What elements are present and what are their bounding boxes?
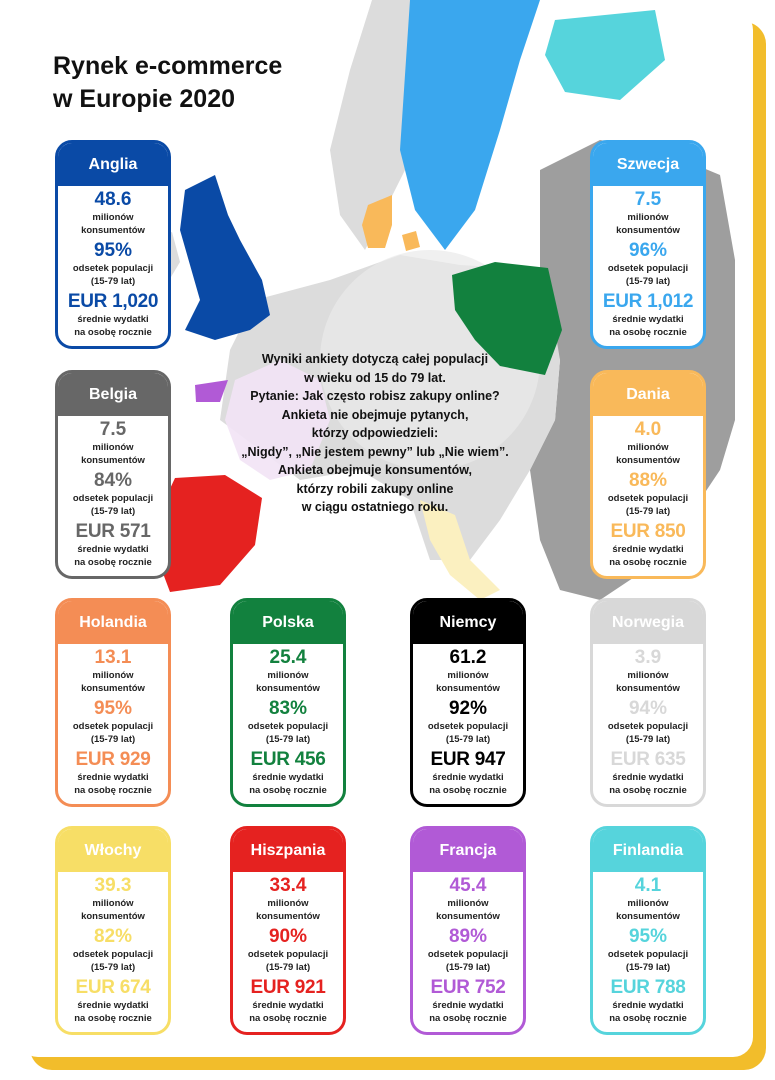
country-card-1 [590, 140, 706, 349]
country-card-7 [590, 598, 706, 807]
country-card-2 [55, 370, 171, 579]
spend-label: średnie wydatki na osobę rocznie [249, 1000, 327, 1024]
country-name: Anglia [58, 143, 168, 186]
consumers-value: 48.6 [94, 189, 132, 210]
share-value: 88% [628, 470, 668, 491]
survey-note [205, 350, 545, 517]
consumers-value: 4.1 [634, 875, 662, 896]
spend-label: średnie wydatki na osobę rocznie [74, 1000, 152, 1024]
page-title [53, 50, 373, 116]
card-stats [233, 644, 343, 797]
consumers-label: milionów konsumentów [436, 898, 500, 922]
consumers-value: 25.4 [269, 647, 307, 668]
country-name: Holandia [58, 601, 168, 644]
spend-label: średnie wydatki na osobę rocznie [429, 772, 507, 796]
country-name: Polska [233, 601, 343, 644]
share-label: odsetek populacji (15-79 lat) [247, 721, 329, 745]
card-stats [58, 416, 168, 569]
country-name: Niemcy [413, 601, 523, 644]
spend-value: EUR 929 [75, 749, 151, 770]
spend-value: EUR 850 [610, 521, 686, 542]
country-card-6 [410, 598, 526, 807]
title-line-1: Rynek e-commerce [53, 52, 283, 80]
card-stats [593, 872, 703, 1025]
spend-value: EUR 571 [75, 521, 151, 542]
card-stats [58, 644, 168, 797]
consumers-value: 3.9 [634, 647, 662, 668]
share-value: 95% [93, 240, 133, 261]
consumers-value: 39.3 [94, 875, 132, 896]
share-label: odsetek populacji (15-79 lat) [247, 949, 329, 973]
consumers-label: milionów konsumentów [81, 442, 145, 466]
note-line: w ciągu ostatniego roku. [301, 500, 449, 514]
share-label: odsetek populacji (15-79 lat) [427, 721, 509, 745]
share-value: 84% [93, 470, 133, 491]
spend-label: średnie wydatki na osobę rocznie [74, 772, 152, 796]
consumers-label: milionów konsumentów [616, 442, 680, 466]
consumers-value: 7.5 [634, 189, 662, 210]
spend-value: EUR 752 [430, 977, 506, 998]
card-stats [233, 872, 343, 1025]
note-line: Ankieta obejmuje konsumentów, [277, 463, 472, 477]
share-label: odsetek populacji (15-79 lat) [427, 949, 509, 973]
country-name: Belgia [58, 373, 168, 416]
note-line: Ankieta nie obejmuje pytanych, [281, 407, 469, 422]
spend-label: średnie wydatki na osobę rocznie [609, 772, 687, 796]
share-label: odsetek populacji (15-79 lat) [607, 949, 689, 973]
spend-label: średnie wydatki na osobę rocznie [609, 544, 687, 568]
country-name: Hiszpania [233, 829, 343, 872]
share-value: 95% [628, 926, 668, 947]
consumers-value: 33.4 [269, 875, 307, 896]
spend-label: średnie wydatki na osobę rocznie [74, 314, 152, 338]
country-name: Francja [413, 829, 523, 872]
country-name: Norwegia [593, 601, 703, 644]
card-stats [593, 186, 703, 339]
share-value: 83% [268, 698, 308, 719]
map-sweden [400, 0, 540, 250]
country-card-3 [590, 370, 706, 579]
country-name: Finlandia [593, 829, 703, 872]
share-label: odsetek populacji (15-79 lat) [72, 721, 154, 745]
share-value: 94% [628, 698, 668, 719]
spend-value: EUR 674 [75, 977, 151, 998]
share-label: odsetek populacji (15-79 lat) [607, 493, 689, 517]
card-stats [593, 644, 703, 797]
share-value: 90% [268, 926, 308, 947]
spend-value: EUR 921 [250, 977, 326, 998]
note-line: którzy odpowiedzieli: [311, 426, 439, 440]
spend-label: średnie wydatki na osobę rocznie [249, 772, 327, 796]
spend-value: EUR 456 [250, 749, 326, 770]
consumers-value: 4.0 [634, 419, 662, 440]
country-name: Włochy [58, 829, 168, 872]
spend-label: średnie wydatki na osobę rocznie [74, 544, 152, 568]
country-card-0 [55, 140, 171, 349]
share-label: odsetek populacji (15-79 lat) [607, 263, 689, 287]
consumers-label: milionów konsumentów [256, 898, 320, 922]
consumers-label: milionów konsumentów [616, 898, 680, 922]
spend-label: średnie wydatki na osobę rocznie [429, 1000, 507, 1024]
spend-label: średnie wydatki na osobę rocznie [609, 314, 687, 338]
country-card-4 [55, 598, 171, 807]
spend-value: EUR 635 [610, 749, 686, 770]
consumers-value: 61.2 [449, 647, 487, 668]
consumers-label: milionów konsumentów [616, 670, 680, 694]
card-stats [58, 872, 168, 1025]
card-stats [413, 644, 523, 797]
spend-value: EUR 947 [430, 749, 506, 770]
country-card-11 [590, 826, 706, 1035]
share-value: 82% [93, 926, 133, 947]
consumers-value: 7.5 [99, 419, 127, 440]
spend-value: EUR 788 [610, 977, 686, 998]
spend-value: EUR 1,012 [602, 291, 694, 312]
consumers-value: 45.4 [449, 875, 487, 896]
card-stats [58, 186, 168, 339]
card-stats [413, 872, 523, 1025]
note-line: którzy robili zakupy online [296, 481, 454, 496]
share-label: odsetek populacji (15-79 lat) [72, 263, 154, 287]
map-finland [545, 10, 665, 100]
share-label: odsetek populacji (15-79 lat) [72, 493, 154, 517]
title-line-2: w Europie 2020 [53, 85, 236, 113]
spend-label: średnie wydatki na osobę rocznie [609, 1000, 687, 1024]
consumers-label: milionów konsumentów [256, 670, 320, 694]
country-card-8 [55, 826, 171, 1035]
share-value: 92% [448, 698, 488, 719]
map-uk [180, 175, 270, 340]
country-name: Dania [593, 373, 703, 416]
share-label: odsetek populacji (15-79 lat) [607, 721, 689, 745]
consumers-label: milionów konsumentów [436, 670, 500, 694]
country-card-9 [230, 826, 346, 1035]
note-line: Wyniki ankiety dotyczą całej populacji [261, 352, 489, 366]
map-denmark-island [402, 231, 420, 251]
share-label: odsetek populacji (15-79 lat) [72, 949, 154, 973]
note-line: „Nigdy”, „Nie jestem pewny” lub „Nie wiem”. [241, 444, 509, 459]
country-card-10 [410, 826, 526, 1035]
consumers-label: milionów konsumentów [81, 212, 145, 236]
share-value: 96% [628, 240, 668, 261]
country-name: Szwecja [593, 143, 703, 186]
share-value: 89% [448, 926, 488, 947]
share-value: 95% [93, 698, 133, 719]
card-stats [593, 416, 703, 569]
country-card-5 [230, 598, 346, 807]
consumers-label: milionów konsumentów [616, 212, 680, 236]
note-line: w wieku od 15 do 79 lat. [304, 370, 446, 385]
consumers-value: 13.1 [94, 647, 132, 668]
consumers-label: milionów konsumentów [81, 898, 145, 922]
spend-value: EUR 1,020 [67, 291, 159, 312]
consumers-label: milionów konsumentów [81, 670, 145, 694]
note-line: Pytanie: Jak często robisz zakupy online? [250, 389, 500, 403]
